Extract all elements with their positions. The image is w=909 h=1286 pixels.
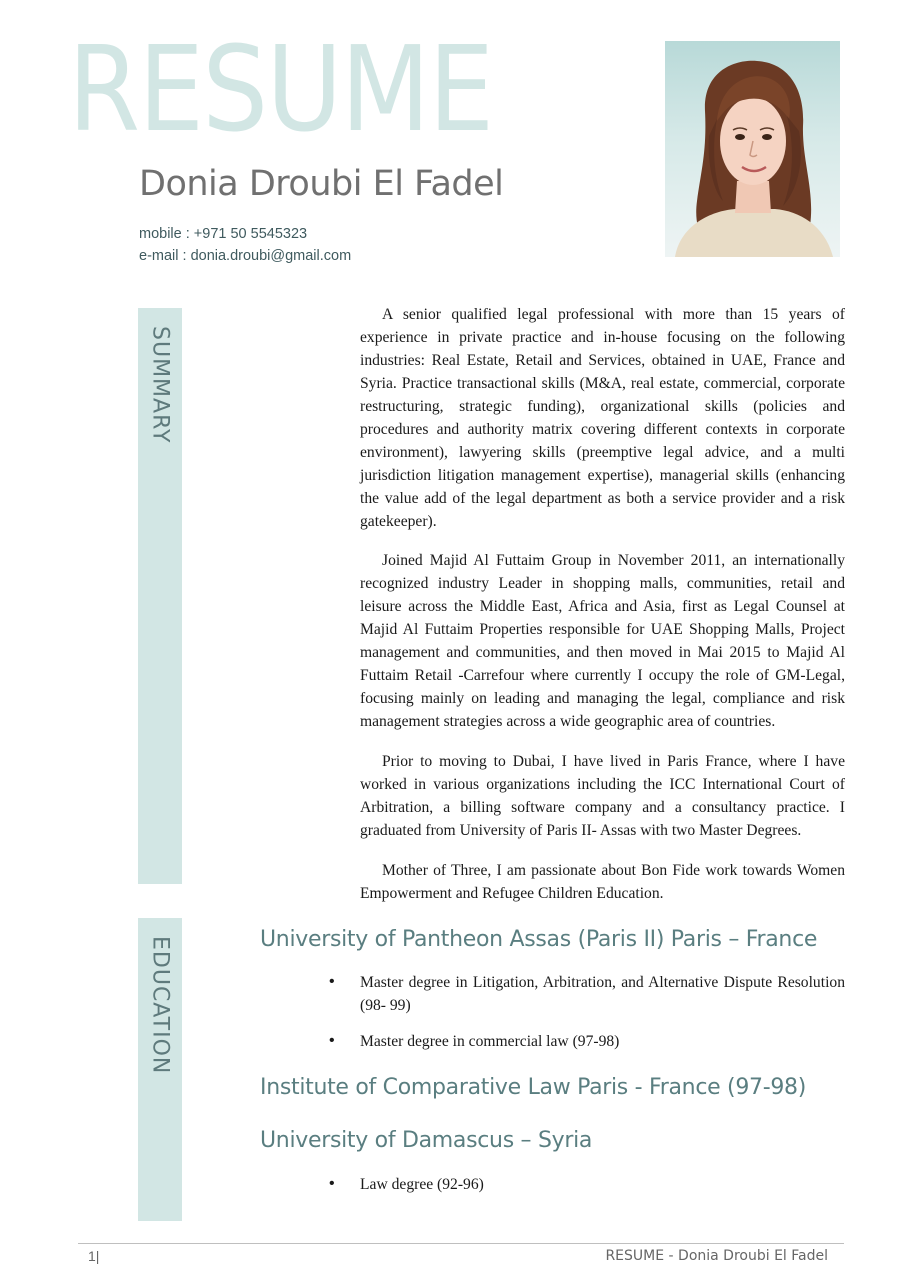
education-section-bar: [138, 918, 182, 1221]
summary-paragraph: Mother of Three, I am passionate about Bon Fide work towards Women Empowerment and Refugee Children Education.: [360, 862, 845, 902]
education-degree-item: Master degree in Litigation, Arbitration, and Alternative Dispute Resolution (98- 99): [360, 974, 845, 1014]
mobile-contact: mobile : +971 50 5545323: [139, 226, 308, 242]
footer-divider: [78, 1243, 844, 1244]
education-degree-item: Master degree in commercial law (97-98): [360, 1033, 620, 1050]
footer-running-title: RESUME - Donia Droubi El Fadel: [605, 1248, 828, 1264]
summary-paragraph: Joined Majid Al Futtaim Group in November 2011, an internationally recognized industry Leader in shopping malls, communities, retail and leisure across the Middle East, Africa and Asia, first as Legal Counsel at Majid Al Futtaim Properties responsible for UAE Shopping Malls, Project management and communities, and then moved in Mai 2015 to Majid Al Futtaim Retail -Carrefour where currently I occupy the role of GM-Legal, focusing mainly on leading and managing the legal, compliance and risk management strategies across a wide geographic area of countries.: [360, 552, 845, 730]
profile-photo: [665, 41, 840, 257]
email-contact: e-mail : donia.droubi@gmail.com: [139, 248, 352, 264]
resume-title: RESUME: [68, 20, 493, 158]
education-section-label: EDUCATION: [147, 936, 173, 1075]
bullet-point-icon: •: [329, 1175, 335, 1192]
summary-paragraph: Prior to moving to Dubai, I have lived in Paris France, where I have worked in various organizations including the ICC International Court of Arbitration, a billing software company and a consultancy practice. I graduated from University of Paris II- Assas with two Master Degrees.: [360, 753, 845, 839]
summary-paragraph: A senior qualified legal professional with more than 15 years of experience in private practice and in-house focusing on the following industries: Real Estate, Retail and Services, obtained in UAE, France and Syria. Practice transactional skills (M&A, real estate, commercial, corporate restructuring, strategic funding), organizational skills (policies and procedures and authority matrix covering different contexts in corporate environment), lawyering skills (preemptive legal advice, and a multi jurisdiction litigation management expertise), managerial skills (enhancing the value add of the legal department as both a service provider and a risk gatekeeper).: [360, 306, 845, 530]
summary-section-bar: [138, 308, 182, 884]
education-institution-heading: University of Pantheon Assas (Paris II) Paris – France: [260, 927, 818, 952]
bullet-point-icon: •: [329, 1032, 335, 1049]
summary-section-label: SUMMARY: [147, 326, 173, 444]
page-number: 1|: [88, 1248, 100, 1264]
education-degree-item: Law degree (92-96): [360, 1176, 484, 1193]
education-institution-heading: Institute of Comparative Law Paris - France (97-98): [260, 1075, 807, 1100]
candidate-name: Donia Droubi El Fadel: [139, 164, 504, 204]
portrait-illustration: [665, 41, 840, 257]
bullet-point-icon: •: [329, 973, 335, 990]
education-institution-heading: University of Damascus – Syria: [260, 1128, 593, 1153]
